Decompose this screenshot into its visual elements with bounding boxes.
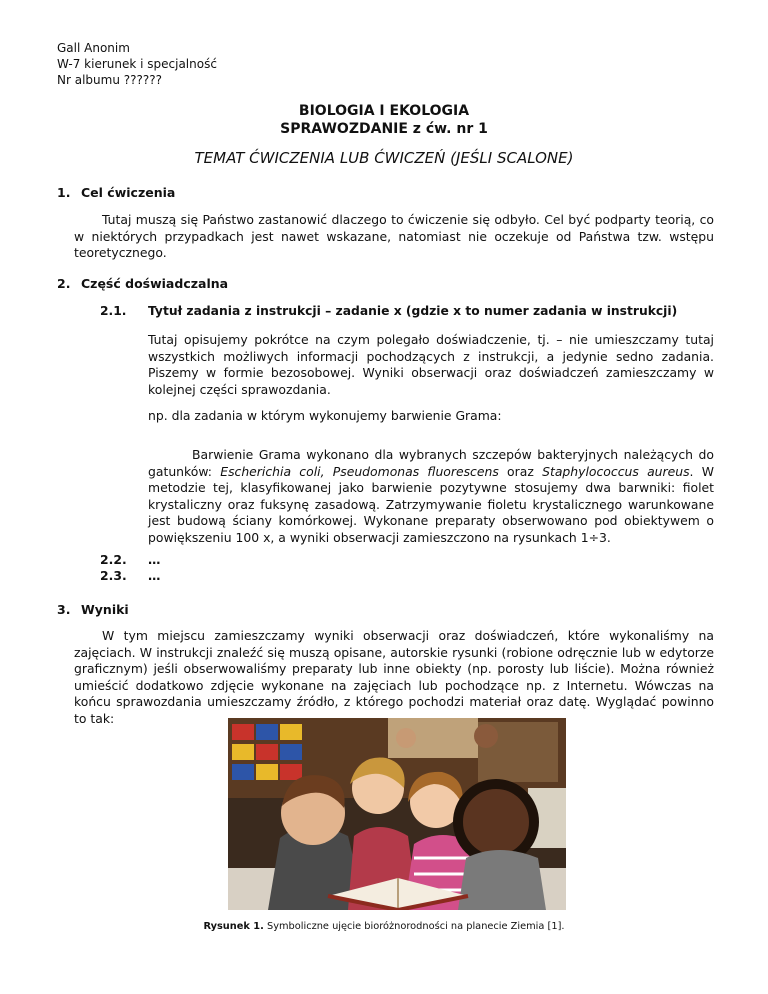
subsection-2-3 <box>100 568 160 584</box>
species-conjunction: oraz <box>498 463 543 479</box>
figure-label: Rysunek 1. <box>203 921 264 932</box>
section-2-title: Część doświadczalna <box>81 276 229 291</box>
subsection-2-1-heading <box>100 304 677 318</box>
author-block <box>57 40 217 88</box>
example-intro: np. dla zadania w którym wykonujemy barwienie Grama: <box>148 408 502 423</box>
author-album: Nr albumu ?????? <box>57 73 162 87</box>
subsection-2-2-text: … <box>148 552 161 567</box>
example-text-end: . W metodzie tej, klasyfikowanej jako barwienie pozytywne stosujemy dwa barwniki: fiolet krystaliczny oraz fuksynę zasadową. Zatrzymywanie fioletu krystalicznego warunkowane jest budową ściany komórkowej. Wykonane preparaty obserwowano pod obiektywem o powiększeniu 100 x, a wyniki obserwacji zamieszczono na rysunkach 1÷3. <box>148 463 714 545</box>
section-1-title: Cel ćwiczenia <box>81 185 176 200</box>
subsection-2-3-text: … <box>148 568 161 583</box>
exercise-subject: TEMAT ĆWICZENIA LUB ĆWICZEŃ (JEŚLI SCALONE) <box>194 149 574 167</box>
section-3-number: 3. <box>57 602 71 617</box>
example-text-start: Barwienie Grama wykonano dla wybranych szczepów bakteryjnych należących do gatunków: <box>148 447 714 479</box>
children-reading-photo <box>228 718 566 910</box>
section-2-heading <box>57 276 228 291</box>
subsection-2-2 <box>100 552 160 568</box>
subsection-2-3-number: 2.3. <box>100 568 127 583</box>
section-1-text: Tutaj muszą się Państwo zastanowić dlaczego to ćwiczenie się odbyło. Cel być podparty teorią, co w niektórych przypadkach jest nawet wskazane, natomiast nie oczekuje od Państwa tzw. wstępu teoretycznego. <box>74 212 714 260</box>
section-3-title: Wyniki <box>81 602 129 617</box>
section-1-heading <box>57 185 175 200</box>
report-subtitle: SPRAWOZDANIE z ćw. nr 1 <box>280 121 488 137</box>
subsection-2-1-title: Tytuł zadania z instrukcji – zadanie x (gdzie x to numer zadania w instrukcji) <box>148 304 678 318</box>
report-title: BIOLOGIA I EKOLOGIA <box>298 103 470 119</box>
figure-caption <box>0 921 768 932</box>
figure-caption-text: Symboliczne ujęcie bioróżnorodności na planecie Ziemia [1]. <box>263 921 565 932</box>
author-name: Gall Anonim <box>57 41 130 55</box>
author-program: W-7 kierunek i specjalność <box>57 57 217 71</box>
section-2-number: 2. <box>57 276 71 291</box>
species-name-2: Staphylococcus aureus <box>542 463 690 479</box>
section-3-text: W tym miejscu zamieszczamy wyniki obserwacji oraz doświadczeń, które wykonaliśmy na zajęciach. W instrukcji znaleźć się muszą opisane, autorskie rysunki (robione odręcznie lub w edytorze graficznym) jeśli obserwowaliśmy preparaty lub inne obiekty (np. porosty lub liście). Można również umieścić dodatkowo zdjęcie wykonane na zajęciach lub pochodzące np. z Internetu. Wówczas na końcu sprawozdania umieszczamy źródło, z którego pochodzi materiał oraz datę. Wyglądać powinno to tak: <box>74 628 714 726</box>
section-3-heading <box>57 602 129 617</box>
example-paragraph <box>148 447 714 546</box>
subsection-2-1-text: Tutaj opisujemy pokrótce na czym polegało doświadczenie, tj. – nie umieszczamy tutaj wszystkich możliwych informacji pochodzących z instrukcji, a jedynie sedno zadania. Piszemy w formie bezosobowej. Wyniki obserwacji oraz doświadczeń zamieszczamy w kolejnej części sprawozdania. <box>148 332 714 397</box>
species-list-1: Escherichia coli, Pseudomonas fluorescens <box>220 463 499 479</box>
section-1-number: 1. <box>57 185 71 200</box>
subsection-2-2-number: 2.2. <box>100 552 127 567</box>
subsection-2-1-number: 2.1. <box>100 304 127 318</box>
